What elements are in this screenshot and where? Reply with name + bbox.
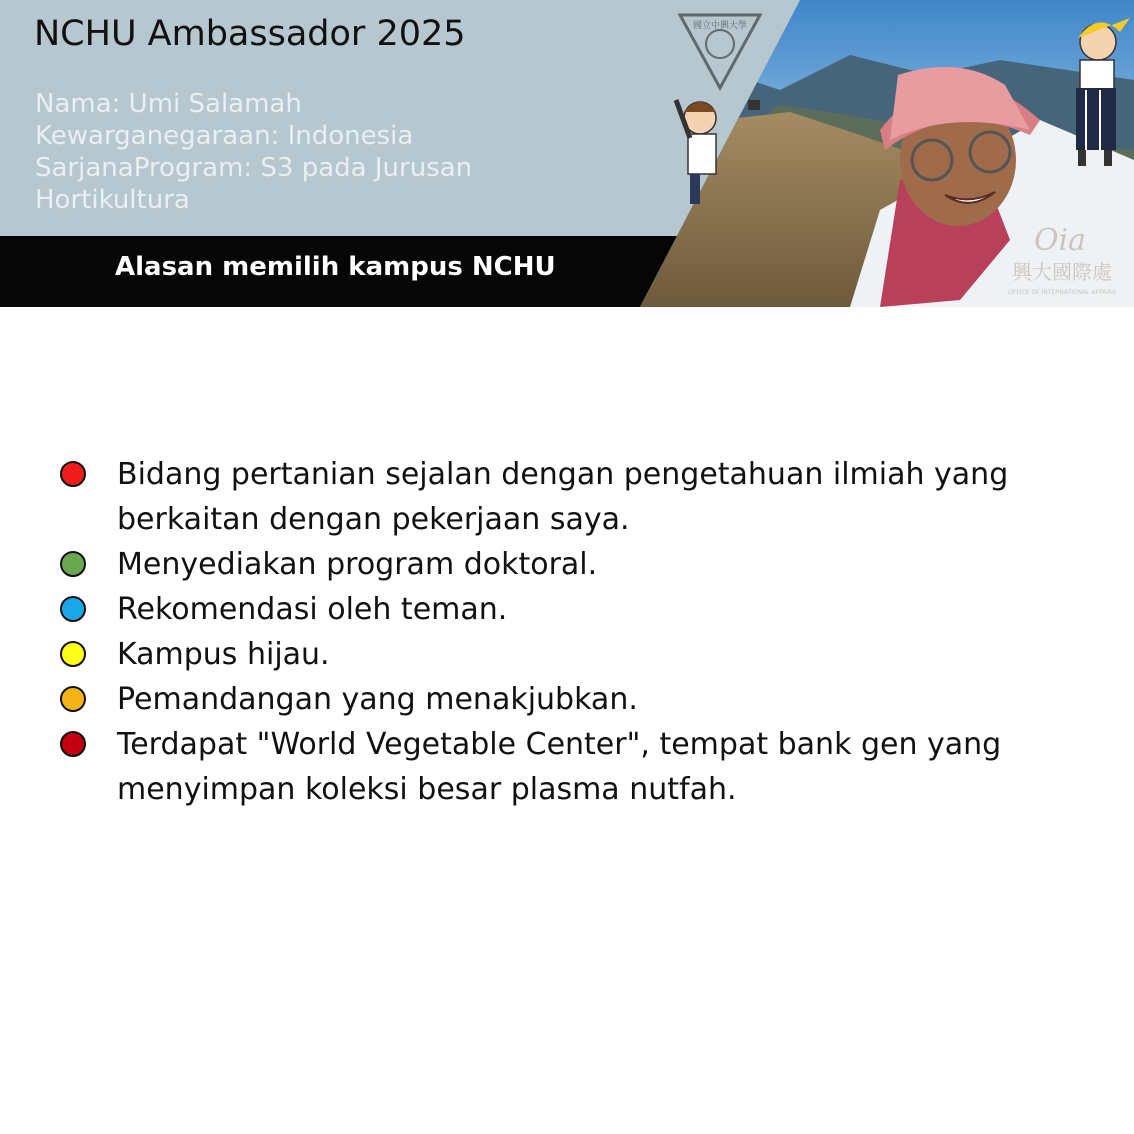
info-name: Nama: Umi Salamah [35, 89, 302, 119]
bullet-dot-green [60, 551, 86, 577]
reason-text: Rekomendasi oleh teman. [117, 592, 508, 627]
bullet-dot-orange [60, 686, 86, 712]
info-program: SarjanaProgram: S3 pada Jurusan [35, 153, 473, 183]
header [0, 0, 1134, 307]
banner-title: Alasan memilih kampus NCHU [115, 252, 556, 282]
list-item [56, 587, 1056, 632]
reason-text: Kampus hijau. [117, 637, 330, 672]
list-item [56, 452, 1056, 542]
list-item [56, 722, 1056, 812]
bullet-dot-red [60, 461, 86, 487]
page-title: NCHU Ambassador 2025 [34, 14, 466, 54]
svg-text:國立中興大學: 國立中興大學 [692, 21, 748, 31]
list-item [56, 632, 1056, 677]
reasons-list [56, 452, 1056, 812]
reason-text: Menyediakan program doktoral. [117, 547, 598, 582]
info-department: Hortikultura [35, 185, 190, 215]
svg-text:Oia: Oia [1033, 223, 1087, 258]
ambassador-info [35, 88, 535, 216]
info-nationality: Kewarganegaraan: Indonesia [35, 121, 414, 151]
bullet-dot-yellow [60, 641, 86, 667]
reason-text: Pemandangan yang menakjubkan. [117, 682, 638, 717]
svg-text:興大國際處: 興大國際處 [1012, 260, 1112, 284]
university-seal [680, 15, 760, 88]
bullet-dot-blue [60, 596, 86, 622]
reason-text: Terdapat "World Vegetable Center", tempat bank gen yang menyimpan koleksi besar plasma nutfah. [117, 727, 1002, 807]
list-item [56, 542, 1056, 587]
svg-text:OFFICE OF INTERNATIONAL AFFAIR: OFFICE OF INTERNATIONAL AFFAIRS [1008, 289, 1116, 296]
reason-text: Bidang pertanian sejalan dengan pengetahuan ilmiah yang berkaitan dengan pekerjaan saya. [117, 457, 1009, 537]
list-item [56, 677, 1056, 722]
bullet-dot-darkred [60, 731, 86, 757]
